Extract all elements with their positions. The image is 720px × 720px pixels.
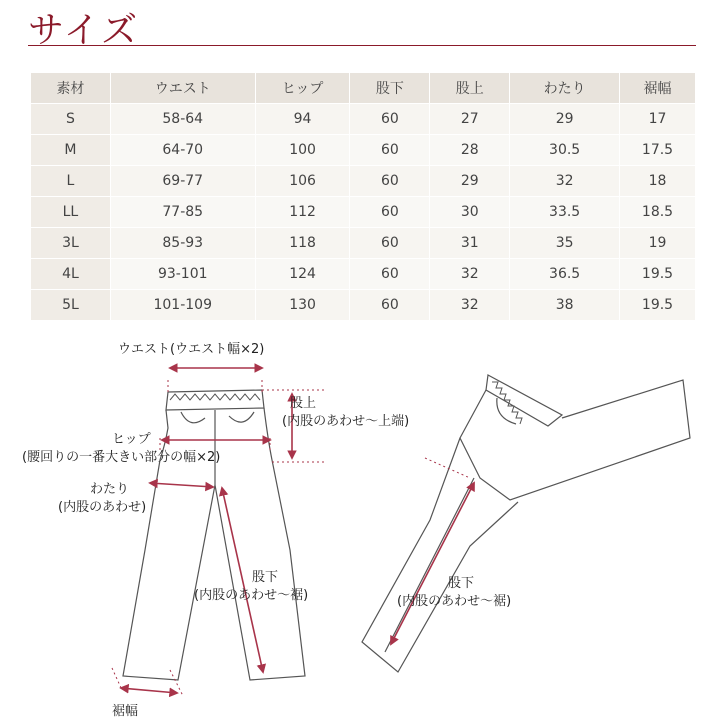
table-row xyxy=(31,259,696,290)
value-cell: 64-70 xyxy=(110,135,255,166)
side-inseam-desc: (内股のあわせ〜裾) xyxy=(397,594,512,609)
value-cell: 29 xyxy=(510,104,620,135)
value-cell: 101-109 xyxy=(110,290,255,321)
value-cell: 30 xyxy=(430,197,510,228)
value-cell: 69-77 xyxy=(110,166,255,197)
value-cell: 32 xyxy=(430,290,510,321)
size-cell: S xyxy=(31,104,111,135)
side-inseam-title: 股下 xyxy=(448,576,475,591)
side-inseam-arrow xyxy=(391,483,474,644)
size-cell: 3L xyxy=(31,228,111,259)
header-cell: ウエスト xyxy=(110,73,255,104)
value-cell: 28 xyxy=(430,135,510,166)
header-cell: 裾幅 xyxy=(620,73,696,104)
value-cell: 124 xyxy=(255,259,350,290)
measurement-diagram xyxy=(0,320,720,720)
value-cell: 130 xyxy=(255,290,350,321)
rise-desc: (内股のあわせ〜上端) xyxy=(282,414,410,429)
value-cell: 33.5 xyxy=(510,197,620,228)
hem-label: 裾幅 xyxy=(112,704,139,719)
thigh-title: わたり xyxy=(90,482,130,497)
table-row xyxy=(31,104,696,135)
table-row xyxy=(31,166,696,197)
table-row xyxy=(31,290,696,321)
value-cell: 29 xyxy=(430,166,510,197)
value-cell: 58-64 xyxy=(110,104,255,135)
table-row xyxy=(31,228,696,259)
value-cell: 118 xyxy=(255,228,350,259)
value-cell: 94 xyxy=(255,104,350,135)
value-cell: 30.5 xyxy=(510,135,620,166)
rise-title: 股上 xyxy=(290,396,317,411)
value-cell: 38 xyxy=(510,290,620,321)
folded-pants-outline xyxy=(362,375,690,672)
value-cell: 35 xyxy=(510,228,620,259)
page-title: サイズ xyxy=(28,10,140,51)
value-cell: 112 xyxy=(255,197,350,228)
value-cell: 77-85 xyxy=(110,197,255,228)
size-cell: 4L xyxy=(31,259,111,290)
value-cell: 60 xyxy=(350,228,430,259)
value-cell: 100 xyxy=(255,135,350,166)
header-cell: 股下 xyxy=(350,73,430,104)
table-row xyxy=(31,197,696,228)
inseam-title: 股下 xyxy=(252,570,279,585)
value-cell: 32 xyxy=(430,259,510,290)
value-cell: 32 xyxy=(510,166,620,197)
size-cell: L xyxy=(31,166,111,197)
inseam-desc: (内股のあわせ〜裾) xyxy=(194,588,309,603)
thigh-desc: (内股のあわせ) xyxy=(58,500,147,515)
title-divider xyxy=(28,45,696,46)
value-cell: 17.5 xyxy=(620,135,696,166)
hip-desc: (腰回りの一番大きい部分の幅×2) xyxy=(22,450,221,465)
waistband-stitch xyxy=(170,394,260,400)
header-cell: 素材 xyxy=(31,73,111,104)
value-cell: 85-93 xyxy=(110,228,255,259)
hem-arrow xyxy=(121,688,177,693)
value-cell: 19.5 xyxy=(620,259,696,290)
table-row xyxy=(31,135,696,166)
header-cell: ヒップ xyxy=(255,73,350,104)
value-cell: 27 xyxy=(430,104,510,135)
size-cell: M xyxy=(31,135,111,166)
value-cell: 17 xyxy=(620,104,696,135)
hip-title: ヒップ xyxy=(112,432,151,447)
value-cell: 36.5 xyxy=(510,259,620,290)
value-cell: 106 xyxy=(255,166,350,197)
size-cell: 5L xyxy=(31,290,111,321)
thigh-arrow xyxy=(150,483,213,487)
value-cell: 19.5 xyxy=(620,290,696,321)
value-cell: 60 xyxy=(350,197,430,228)
value-cell: 93-101 xyxy=(110,259,255,290)
value-cell: 18.5 xyxy=(620,197,696,228)
value-cell: 60 xyxy=(350,135,430,166)
value-cell: 60 xyxy=(350,104,430,135)
size-cell: LL xyxy=(31,197,111,228)
waist-label: ウエスト(ウエスト幅×2) xyxy=(118,342,265,357)
value-cell: 18 xyxy=(620,166,696,197)
value-cell: 60 xyxy=(350,290,430,321)
table-header-row xyxy=(31,73,696,104)
header-cell: わたり xyxy=(510,73,620,104)
value-cell: 60 xyxy=(350,166,430,197)
value-cell: 19 xyxy=(620,228,696,259)
header-cell: 股上 xyxy=(430,73,510,104)
value-cell: 60 xyxy=(350,259,430,290)
value-cell: 31 xyxy=(430,228,510,259)
size-table xyxy=(30,72,696,321)
